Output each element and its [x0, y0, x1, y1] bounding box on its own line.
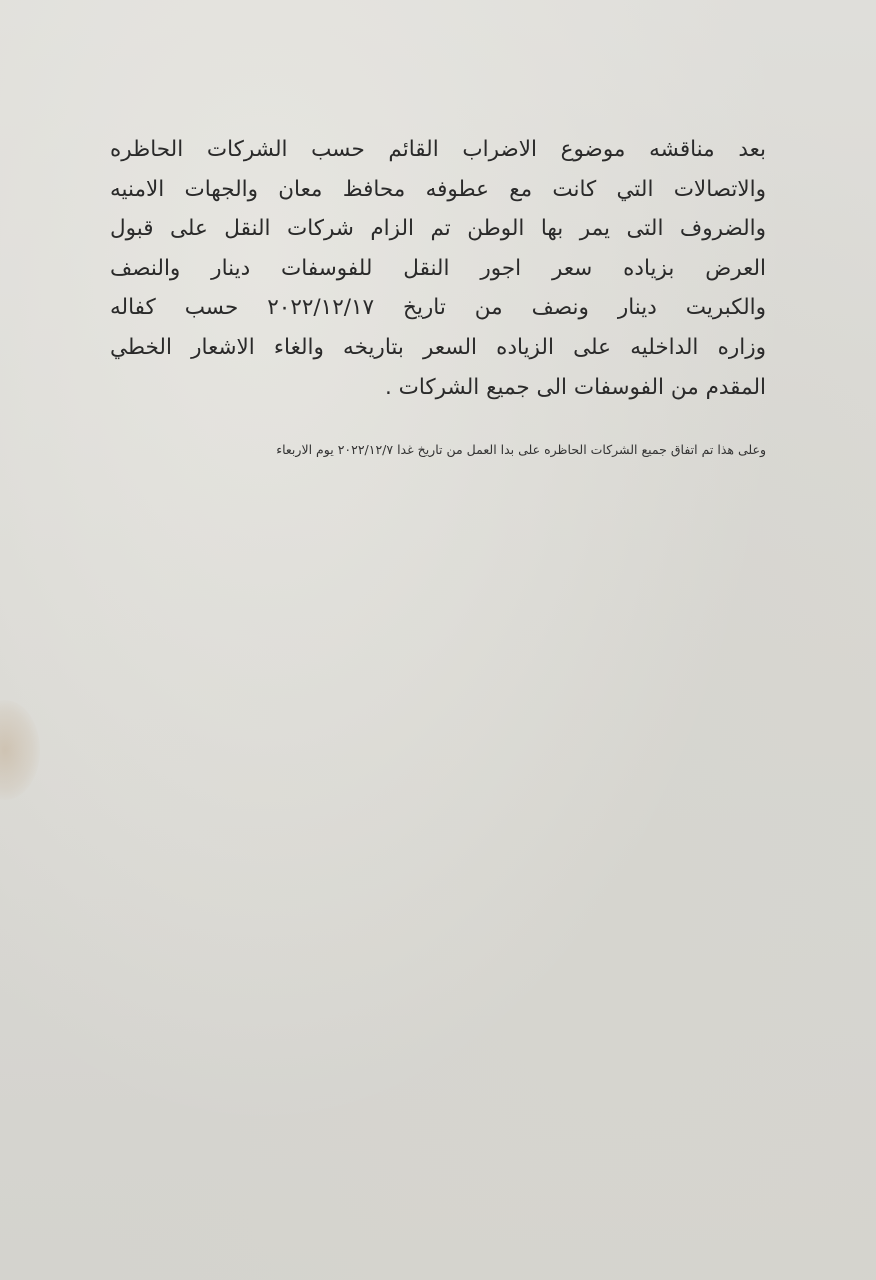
paragraph-line-7: المقدم من الفوسفات الى جميع الشركات . [384, 374, 766, 400]
paragraph-line-3: والضروف التى يمر بها الوطن تم الزام شركات النقل على قبول [110, 216, 766, 242]
agreement-note: وعلى هذا تم اتفاق جميع الشركات الحاظره على بدا العمل من تاريخ غدا ٢٠٢٢/١٢/٧ يوم الاربعاء [276, 442, 766, 457]
main-paragraph [110, 130, 766, 407]
paper-stain [0, 700, 40, 800]
paragraph-line-6: وزاره الداخليه على الزياده السعر بتاريخه والغاء الاشعار الخطي [110, 334, 766, 360]
paragraph-line-2: والاتصالات التي كانت مع عطوفه محافظ معان والجهات الامنيه [110, 176, 766, 202]
paragraph-line-1: بعد مناقشه موضوع الاضراب القائم حسب الشركات الحاظره [110, 137, 766, 162]
paragraph-line-5: والكبريت دينار ونصف من تاريخ ٢٠٢٢/١٢/١٧ حسب كفاله [110, 295, 766, 321]
paragraph-line-4: العرض بزياده سعر اجور النقل للفوسفات دينار والنصف [110, 255, 766, 281]
